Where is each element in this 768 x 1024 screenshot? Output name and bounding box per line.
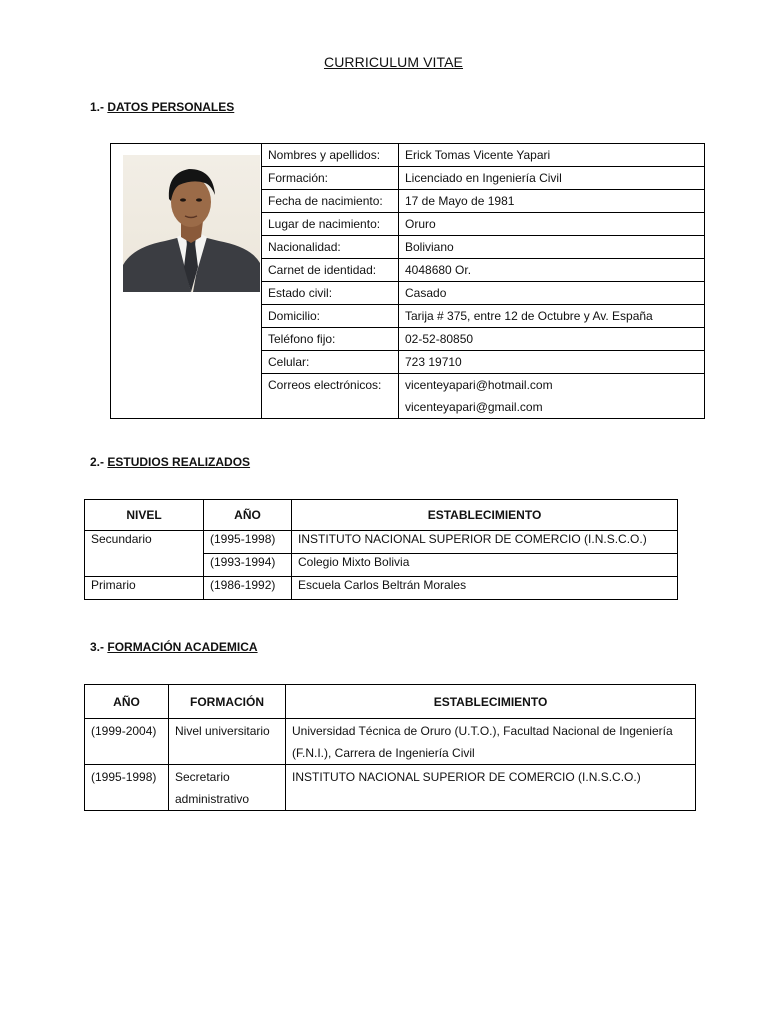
label-name: Nombres y apellidos: bbox=[262, 144, 399, 167]
section-heading-personal bbox=[90, 100, 234, 114]
value-birth-place: Oruro bbox=[399, 213, 705, 236]
section-heading-studies bbox=[90, 455, 250, 469]
cell-institution: Colegio Mixto Bolivia bbox=[292, 554, 678, 577]
value-landline: 02-52-80850 bbox=[399, 328, 705, 351]
label-emails: Correos electrónicos: bbox=[262, 374, 399, 419]
table-row bbox=[85, 719, 696, 765]
value-name: Erick Tomas Vicente Yapari bbox=[399, 144, 705, 167]
cell-year: (1986-1992) bbox=[204, 577, 292, 600]
column-header: AÑO bbox=[85, 685, 169, 719]
document-title: CURRICULUM VITAE bbox=[323, 54, 464, 70]
label-address: Domicilio: bbox=[262, 305, 399, 328]
personal-data-table bbox=[110, 143, 705, 419]
studies-table bbox=[84, 499, 678, 600]
label-civil-status: Estado civil: bbox=[262, 282, 399, 305]
value-nationality: Boliviano bbox=[399, 236, 705, 259]
cell-institution: INSTITUTO NACIONAL SUPERIOR DE COMERCIO (I.N.S.C.O.) bbox=[292, 531, 678, 554]
cell-level: Primario bbox=[85, 577, 204, 600]
value-birth-date: 17 de Mayo de 1981 bbox=[399, 190, 705, 213]
label-birth-place: Lugar de nacimiento: bbox=[262, 213, 399, 236]
label-nationality: Nacionalidad: bbox=[262, 236, 399, 259]
label-id-card: Carnet de identidad: bbox=[262, 259, 399, 282]
section-title: ESTUDIOS REALIZADOS bbox=[107, 455, 251, 469]
photo-cell bbox=[111, 144, 262, 419]
column-header: AÑO bbox=[204, 500, 292, 531]
cell-institution: Escuela Carlos Beltrán Morales bbox=[292, 577, 678, 600]
formation-table bbox=[84, 684, 696, 811]
section-number: 3.- bbox=[90, 640, 105, 654]
section-number: 1.- bbox=[90, 100, 105, 114]
table-row bbox=[85, 531, 678, 554]
column-header: FORMACIÓN bbox=[169, 685, 286, 719]
label-formation: Formación: bbox=[262, 167, 399, 190]
email-link[interactable]: vicenteyapari@gmail.com bbox=[405, 400, 543, 414]
email-link[interactable]: vicenteyapari@hotmail.com bbox=[405, 378, 553, 392]
table-row bbox=[85, 577, 678, 600]
section-title: FORMACIÓN ACADEMICA bbox=[107, 640, 258, 654]
table-header-row bbox=[85, 500, 678, 531]
table-header-row bbox=[85, 685, 696, 719]
cell-institution: Universidad Técnica de Oruro (U.T.O.), Facultad Nacional de Ingeniería (F.N.I.), Carrera de Ingeniería Civil bbox=[286, 719, 696, 765]
section-heading-formation bbox=[90, 640, 258, 654]
column-header: NIVEL bbox=[85, 500, 204, 531]
column-header: ESTABLECIMIENTO bbox=[292, 500, 678, 531]
cell-year: (1995-1998) bbox=[85, 765, 169, 811]
profile-photo bbox=[123, 155, 260, 292]
column-header: ESTABLECIMIENTO bbox=[286, 685, 696, 719]
label-landline: Teléfono fijo: bbox=[262, 328, 399, 351]
cell-level: Secundario bbox=[85, 531, 204, 577]
cell-formation: Secretario administrativo bbox=[169, 765, 286, 811]
label-birth-date: Fecha de nacimiento: bbox=[262, 190, 399, 213]
cell-year: (1995-1998) bbox=[204, 531, 292, 554]
value-civil-status: Casado bbox=[399, 282, 705, 305]
value-emails bbox=[399, 374, 705, 419]
section-number: 2.- bbox=[90, 455, 105, 469]
cell-year: (1999-2004) bbox=[85, 719, 169, 765]
cell-year: (1993-1994) bbox=[204, 554, 292, 577]
value-mobile: 723 19710 bbox=[399, 351, 705, 374]
value-address: Tarija # 375, entre 12 de Octubre y Av. España bbox=[399, 305, 705, 328]
value-formation: Licenciado en Ingeniería Civil bbox=[399, 167, 705, 190]
cell-institution: INSTITUTO NACIONAL SUPERIOR DE COMERCIO (I.N.S.C.O.) bbox=[286, 765, 696, 811]
value-id-card: 4048680 Or. bbox=[399, 259, 705, 282]
label-mobile: Celular: bbox=[262, 351, 399, 374]
table-row bbox=[85, 765, 696, 811]
section-title: DATOS PERSONALES bbox=[107, 100, 235, 114]
cell-formation: Nivel universitario bbox=[169, 719, 286, 765]
